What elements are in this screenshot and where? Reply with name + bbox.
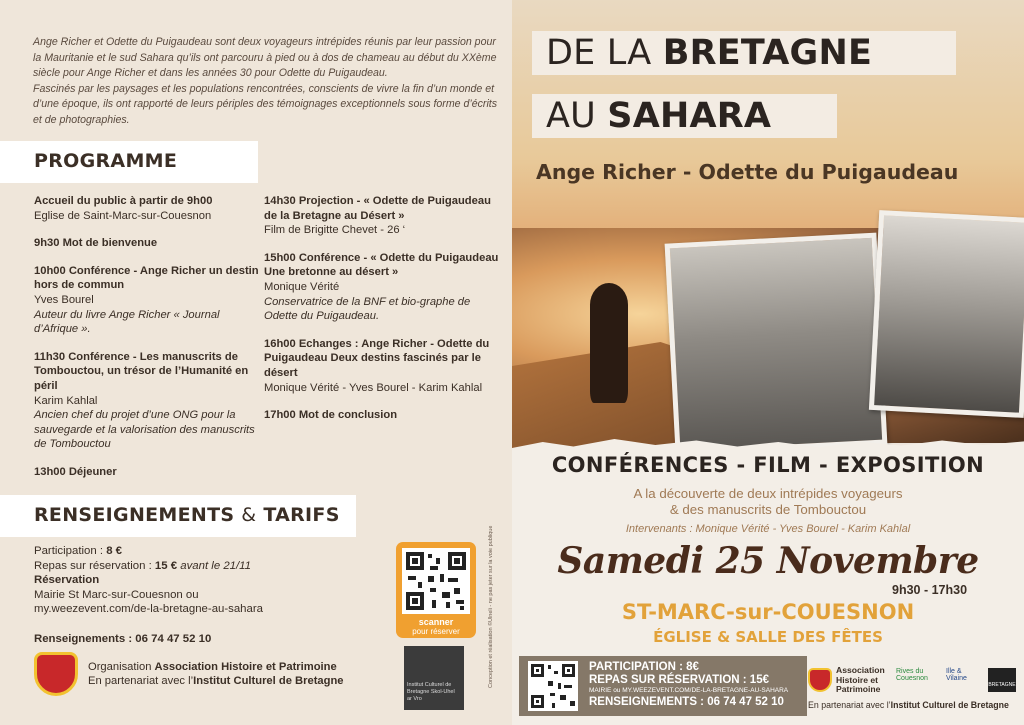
programme-column-1 [34, 194, 264, 493]
association-crest-logo [808, 668, 832, 692]
intro-paragraph-2: Fascinés par les paysages et les populations rencontrées, conscients de vivre la fin d’un monde et d’une époque, ils ont rapporté de leurs périples des témoignages exceptionnels sous forme d’écrits et de photographies. [33, 82, 498, 126]
info-block [34, 544, 394, 647]
ampersand: & [241, 504, 257, 526]
participation-value: 8 € [106, 545, 123, 557]
programme-item [34, 465, 264, 480]
intro-paragraph-1: Ange Richer et Odette du Puigaudeau sont deux voyageurs intrépides réunis par leur passion pour la Mauritanie et le sud Sahara qu’ils ont parcouru à pied ou à dos de chameau au début du XXème siècle pour Ange Richer et dans les années 30 pour Odette du Puigaudeau. [33, 36, 497, 79]
programme-item-title: 9h30 Mot de bienvenue [34, 237, 158, 250]
programme-heading: PROGRAMME [0, 141, 258, 183]
partner-logos [808, 664, 1018, 694]
event-types: CONFÉRENCES - FILM - EXPOSITION [551, 453, 985, 477]
association-crest-logo [34, 652, 78, 696]
programme-item-note: Conservatrice de la BNF et bio-graphe de Odette du Puigaudeau. [264, 295, 471, 323]
partner-note-name: Institut Culturel de Bretagne [890, 700, 1009, 710]
organisation-text [88, 660, 344, 689]
programme-item-title: 10h00 Conférence - Ange Richer un destin hors de commun [34, 264, 259, 292]
event-description [512, 486, 1024, 518]
title-line-2 [532, 94, 837, 138]
title-emphasis: BRETAGNE [662, 33, 873, 73]
reservation-label: Réservation [34, 574, 100, 587]
bretagne-logo [988, 668, 1016, 692]
description-line: A la découverte de deux intrépides voyageurs [633, 486, 903, 501]
historic-photo-ship [869, 210, 1024, 418]
repas-line [34, 559, 394, 574]
right-panel [512, 0, 1024, 725]
credit-vertical [488, 498, 500, 688]
rives-du-couesnon-logo: Rives du Couesnon [896, 668, 928, 682]
qr-code-icon[interactable] [402, 548, 470, 614]
participation-label: Participation : [34, 545, 107, 557]
reservation-url[interactable]: my.weezevent.com/de-la-bretagne-au-sahara [34, 603, 263, 616]
partner-association-name: Association Histoire et Patrimoine [836, 665, 885, 694]
programme-item-title: Accueil du public à partir de 9h00 [34, 195, 213, 207]
partner-name: Institut Culturel de Bretagne [193, 675, 344, 687]
repas-value: 15 € [154, 559, 178, 572]
title-emphasis: SAHARA [607, 96, 772, 136]
credit-text: Conception et réalisation ©Ulneli - ne pas jeter sur la voie publique [488, 525, 494, 688]
historic-photo-cheetah [665, 233, 888, 456]
subtitle: Ange Richer - Odette du Puigaudeau [536, 160, 959, 184]
info-participation: PARTICIPATION : 8€ [589, 661, 699, 673]
programme-item-speaker: Yves Bourel [34, 293, 94, 306]
programme-item [264, 408, 504, 423]
tarifs-title: TARIFS [263, 504, 340, 526]
info-phone: Renseignements : 06 74 47 52 10 [34, 632, 212, 645]
programme-item-detail: Eglise de Saint-Marc-sur-Couesnon [34, 209, 212, 222]
programme-item-title: 14h30 Projection - « Odette de Puigaudeau de la Bretagne au Désert » [264, 195, 491, 222]
programme-item-speaker: Monique Vérité [264, 280, 340, 293]
partner-note [808, 700, 1018, 710]
speakers-line: Intervenants : Monique Vérité - Yves Bourel - Karim Kahlal [625, 523, 911, 535]
description-line: & des manuscrits de Tombouctou [669, 502, 867, 517]
programme-item-title: 11h30 Conférence - Les manuscrits de Tombouctou, un trésor de l’Humanité en péril [34, 350, 249, 392]
programme-item-title: 16h00 Echanges : Ange Richer - Odette du Puigaudeau Deux destins fascinés par le désert [264, 337, 490, 379]
qr-caption-sub: pour réserver [412, 627, 460, 636]
title-line-1 [532, 31, 956, 75]
renseignements-heading [0, 495, 356, 537]
partner-note-label: En partenariat avec l’ [808, 700, 891, 710]
repas-note: avant le 21/11 [177, 559, 251, 572]
reservation-place: Mairie St Marc-sur-Couesnon ou [34, 588, 199, 601]
programme-item-detail: Film de Brigitte Chevet - 26 ‘ [264, 224, 406, 237]
qr-code-icon[interactable] [528, 661, 578, 711]
icb-logo: Institut Culturel de Bretagne Skol-Uhel ar Vro [404, 646, 464, 710]
participation-line [34, 544, 394, 559]
event-town: ST-MARC-sur-COUESNON [621, 600, 915, 624]
programme-item [264, 337, 504, 395]
programme-item-title: 15h00 Conférence - « Odette du Puigaudeau Une bretonne au désert » [264, 251, 499, 279]
event-venue: ÉGLISE & SALLE DES FÊTES [653, 628, 883, 646]
info-phone: RENSEIGNEMENTS : 06 74 47 52 10 [589, 696, 784, 708]
programme-item-title: 17h00 Mot de conclusion [264, 409, 398, 422]
qr-caption: scanner [418, 617, 454, 627]
programme-item-speaker: Karim Kahlal [34, 394, 98, 407]
programme-column-2 [264, 194, 504, 436]
title-part: DE LA [546, 33, 663, 73]
event-date: Samedi 25 Novembre [557, 540, 979, 582]
intro-text [33, 35, 503, 128]
programme-item [34, 236, 264, 251]
organisation-block [34, 652, 384, 696]
programme-item-title: 13h00 Déjeuner [34, 465, 117, 478]
ille-et-vilaine-logo: Ille & Vilaine [946, 668, 967, 682]
partner-label: En partenariat avec l’ [88, 675, 194, 687]
org-name: Association Histoire et Patrimoine [154, 660, 337, 673]
info-repas: REPAS SUR RÉSERVATION : 15€ [589, 674, 769, 686]
info-box [519, 656, 807, 716]
programme-item [34, 194, 264, 223]
programme-item-note: Ancien chef du projet d’une ONG pour la sauvegarde et la valorisation des manuscrits de Tombouctou [34, 409, 255, 451]
repas-label: Repas sur réservation : [34, 559, 155, 572]
programme-item-speaker: Monique Vérité - Yves Bourel - Karim Kahlal [264, 381, 483, 394]
info-reservation-url: MAIRIE ou MY.WEEZEVENT.COM/DE-LA-BRETAGNE-AU-SAHARA [589, 687, 789, 694]
programme-item [34, 350, 264, 452]
programme-item-note: Auteur du livre Ange Richer « Journal d’Afrique ». [34, 308, 220, 336]
org-label: Organisation [88, 660, 155, 673]
bretagne-logo-text: BRETAGNE [988, 682, 1016, 688]
programme-item [34, 264, 264, 337]
programme-item [264, 251, 504, 324]
programme-item [264, 194, 504, 238]
traveller-silhouette [590, 283, 628, 403]
qr-code-card[interactable] [396, 542, 476, 638]
renseignements-title: RENSEIGNEMENTS [34, 504, 235, 526]
title-part: AU [546, 96, 608, 136]
event-hours: 9h30 - 17h30 [892, 583, 968, 597]
